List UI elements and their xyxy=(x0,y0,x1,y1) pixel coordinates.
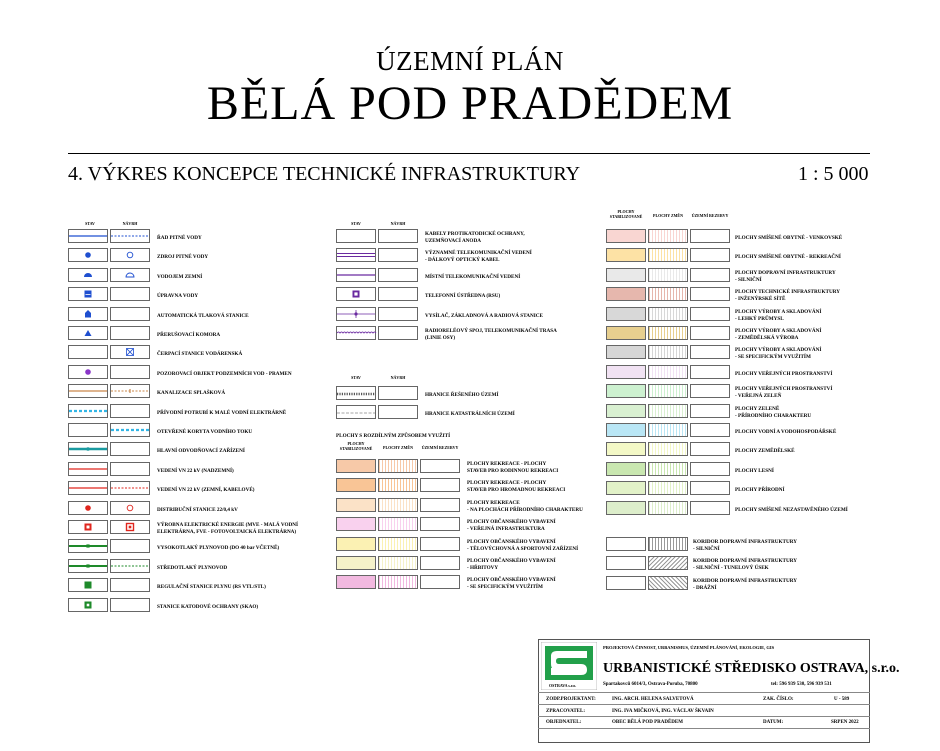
zprac-value: ING. IVA MIČKOVÁ, ING. VÁCLAV ŠKVAIN xyxy=(612,709,714,714)
legend-stav-symbol xyxy=(68,423,108,437)
area-zmen-swatch xyxy=(378,498,418,512)
legend-item-label: ELEKTRÁRNA, FVE - FOTOVOLTAICKÁ ELEKTRÁRNA) xyxy=(157,529,297,535)
legend-stav-symbol xyxy=(68,578,108,592)
legend-navrh-symbol xyxy=(110,423,150,437)
area-zmen-swatch xyxy=(648,326,688,340)
legend-navrh-symbol xyxy=(110,598,150,612)
corridor-navrh-swatch xyxy=(648,576,688,590)
obj-value: OBEC BĚLÁ POD PRADĚDEM xyxy=(612,720,683,725)
datum-value: SRPEN 2022 xyxy=(831,720,859,725)
legend-item-label: VÝZNAMNÉ TELEKOMUNIKAČNÍ VEDENÍ xyxy=(425,250,532,257)
legend-stav-symbol-icon xyxy=(69,579,107,591)
area-stabil-swatch xyxy=(606,229,646,243)
legend-item-label: PŘERUŠOVACÍ KOMORA xyxy=(157,332,221,338)
legend-navrh-symbol-icon xyxy=(111,521,149,533)
area-rezerva-swatch xyxy=(690,384,730,398)
area-label: PLOCHY DOPRAVNÍ INFRASTRUKTURY xyxy=(735,269,836,276)
boundary-label: HRANICE KATASTRÁLNÍCH ÚZEMÍ xyxy=(425,411,515,418)
area-rezerva-swatch xyxy=(690,442,730,456)
legend-stav-symbol-icon xyxy=(337,288,375,300)
header-uzemni-rezervy-mid: ÚZEMNÍ REZERVY xyxy=(421,445,459,450)
legend-stav-symbol-icon xyxy=(69,405,107,417)
area-label: PLOCHY LESNÍ xyxy=(735,467,774,474)
legend-stav-symbol xyxy=(68,539,108,553)
legend-item-label: VYSÍLAČ, ZÁKLADNOVÁ A RADIOVÁ STANICE xyxy=(425,312,543,319)
area-zmen-swatch xyxy=(648,287,688,301)
corridor-stav-swatch xyxy=(606,576,646,590)
area-rezerva-swatch xyxy=(690,404,730,418)
area-rezerva-swatch xyxy=(690,462,730,476)
legend-navrh-symbol xyxy=(110,345,150,359)
legend-navrh-symbol-icon xyxy=(111,482,149,494)
legend-stav-symbol-icon xyxy=(69,288,107,300)
legend-item-label: PŘÍVODNÍ POTRUBÍ K MALÉ VODNÍ ELEKTRÁRNĚ xyxy=(157,409,287,416)
legend-stav-symbol xyxy=(68,598,108,612)
area-label: - VEŘEJNÁ ZELEŇ xyxy=(735,393,782,400)
area-label: STAVEB PRO HROMADNOU REKREACI xyxy=(467,487,566,494)
area-stabil-swatch xyxy=(336,517,376,531)
area-stabil-swatch xyxy=(606,423,646,437)
area-stabil-swatch xyxy=(606,307,646,321)
area-rezerva-swatch xyxy=(420,556,460,570)
area-zmen-swatch xyxy=(378,517,418,531)
legend-navrh-symbol xyxy=(110,384,150,398)
area-label: PLOCHY SMÍŠENÉ OBYTNÉ - REKREAČNÍ xyxy=(735,254,841,261)
legend-stav-symbol xyxy=(68,520,108,534)
area-label: PLOCHY VEŘEJNÝCH PROSTRANSTVÍ xyxy=(735,386,833,393)
footer-row-line xyxy=(538,728,870,729)
area-label: PLOCHY VÝROBY A SKLADOVÁNÍ xyxy=(735,308,822,315)
legend-item-label: ŘAD PITNÉ VODY xyxy=(157,235,202,241)
legend-item-label: HLAVNÍ ODVODŇOVACÍ ZAŘÍZENÍ xyxy=(157,448,245,455)
legend-stav-symbol-icon xyxy=(69,502,107,514)
area-label: - SE SPECIFICKÝM VYUŽITÍM xyxy=(735,354,811,361)
legend-item-label: TELEFONNÍ ÚSTŘEDNA (RSU) xyxy=(425,293,501,300)
legend-item-label: KABELY PROTIKATODICKÉ OCHRANY, xyxy=(425,231,525,237)
area-zmen-swatch xyxy=(648,229,688,243)
legend-stav-symbol xyxy=(68,365,108,379)
legend-item-label: AUTOMATICKÁ TLAKOVÁ STANICE xyxy=(157,312,249,319)
legend-stav-symbol-icon xyxy=(69,443,107,455)
company-activities: PROJEKTOVÁ ČINNOST, URBANISMUS, ÚZEMNÍ PLÁNOVÁNÍ, EKOLOGIE, GIS xyxy=(603,645,775,650)
company-phone: tel: 596 939 530, 596 939 531 xyxy=(771,682,832,687)
legend-navrh-symbol xyxy=(110,481,150,495)
legend-navrh-symbol xyxy=(110,365,150,379)
legend-navrh-symbol-icon xyxy=(111,424,149,436)
legend-navrh-symbol-icon xyxy=(111,249,149,261)
area-rezerva-swatch xyxy=(690,229,730,243)
legend-item-label: DISTRIBUČNÍ STANICE 22/0,4 kV xyxy=(157,506,238,513)
legend-item-label: (LINIE OSY) xyxy=(425,335,456,341)
area-stabil-swatch xyxy=(606,345,646,359)
area-rezerva-swatch xyxy=(690,287,730,301)
header-stav-boundary: STAV xyxy=(351,375,361,380)
legend-item-label: VEDENÍ VN 22 kV (ZEMNÍ, KABELOVÉ) xyxy=(157,487,255,494)
legend-stav-symbol xyxy=(68,229,108,243)
legend-item-label: STANICE KATODOVÉ OCHRANY (SKAO) xyxy=(157,603,259,610)
legend-stav-symbol-icon xyxy=(69,366,107,378)
legend-item-label: RADIORELÉOVÝ SPOJ, TELEKOMUNIKAČNÍ TRASA xyxy=(425,328,557,334)
boundary-label: HRANICE ŘEŠENÉHO ÚZEMÍ xyxy=(425,392,499,398)
legend-item-label: POZOROVACÍ OBJEKT PODZEMNÍCH VOD - PRAMEN xyxy=(157,370,292,377)
header-navrh-mid: NÁVRH xyxy=(390,221,406,226)
legend-navrh-symbol xyxy=(110,559,150,573)
area-rezerva-swatch xyxy=(690,326,730,340)
legend-navrh-symbol-icon xyxy=(111,269,149,281)
area-label: PLOCHY REKREACE xyxy=(467,499,520,506)
legend-stav-symbol xyxy=(68,248,108,262)
header-plochy-zmen: PLOCHY ZMĚN xyxy=(653,213,683,218)
company-name: URBANISTICKÉ STŘEDISKO OSTRAVA, s.r.o. xyxy=(603,661,900,676)
area-rezerva-swatch xyxy=(420,537,460,551)
area-zmen-swatch xyxy=(648,307,688,321)
legend-navrh-symbol xyxy=(110,326,150,340)
legend-navrh-symbol-icon xyxy=(111,346,149,358)
boundary-stav-symbol-icon xyxy=(337,388,375,400)
boundary-stav-symbol-icon xyxy=(337,407,375,419)
legend-navrh-symbol xyxy=(110,404,150,418)
area-stabil-swatch xyxy=(606,248,646,262)
legend-stav-symbol-icon xyxy=(69,599,107,611)
area-stabil-swatch xyxy=(336,537,376,551)
area-label: PLOCHY ZEMĚDĚLSKÉ xyxy=(735,448,795,455)
area-rezerva-swatch xyxy=(690,365,730,379)
legend-stav-symbol-icon xyxy=(69,540,107,552)
legend-item-label: UZEMŇOVACÍ ANODA xyxy=(425,238,481,244)
area-stabil-swatch xyxy=(606,501,646,515)
area-label: PLOCHY VÝROBY A SKLADOVÁNÍ xyxy=(735,328,822,334)
area-rezerva-swatch xyxy=(420,459,460,473)
area-zmen-swatch xyxy=(648,345,688,359)
area-label: PLOCHY SMÍŠENÉ NEZASTAVĚNÉHO ÚZEMÍ xyxy=(735,506,848,513)
area-label: - INŽENÝRSKÉ SÍTĚ xyxy=(735,296,786,303)
area-rezerva-swatch xyxy=(420,498,460,512)
legend-stav-symbol xyxy=(68,559,108,573)
legend-stav-symbol-icon xyxy=(337,269,375,281)
area-label: PLOCHY REKREACE - PLOCHY xyxy=(467,480,547,487)
zprac-label: ZPRACOVATEL: xyxy=(546,709,585,714)
boundary-stav-symbol xyxy=(336,386,376,400)
legend-item-label: VODOJEM ZEMNÍ xyxy=(157,273,203,280)
legend-navrh-symbol-icon xyxy=(111,502,149,514)
area-label: PLOCHY SMÍŠENÉ OBYTNÉ - VENKOVSKÉ xyxy=(735,235,843,241)
area-zmen-swatch xyxy=(648,423,688,437)
area-label: PLOCHY VEŘEJNÝCH PROSTRANSTVÍ xyxy=(735,370,833,377)
area-zmen-swatch xyxy=(378,556,418,570)
legend-stav-symbol xyxy=(68,462,108,476)
area-rezerva-swatch xyxy=(690,501,730,515)
legend-stav-symbol xyxy=(68,345,108,359)
legend-stav-symbol xyxy=(68,307,108,321)
header-navrh-left: NÁVRH xyxy=(122,221,138,226)
legend-item-label: ZDROJ PITNÉ VODY xyxy=(157,254,209,261)
area-label: - SE SPECIFICKÝM VYUŽITÍM xyxy=(467,584,543,591)
legend-stav-symbol-icon xyxy=(69,385,107,397)
area-stabil-swatch xyxy=(336,459,376,473)
legend-stav-symbol-icon xyxy=(337,249,375,261)
legend-navrh-symbol xyxy=(378,287,418,301)
corridor-label: KORIDOR DOPRAVNÍ INFRASTRUKTURY xyxy=(693,539,798,545)
area-label: STAVEB PRO RODINNOU REKREACI xyxy=(467,468,559,474)
legend-stav-symbol xyxy=(336,229,376,243)
boundary-stav-symbol xyxy=(336,405,376,419)
header-stav-mid: STAV xyxy=(351,221,361,226)
area-label: PLOCHY VODNÍ A VODOHOSPODÁŘSKÉ xyxy=(735,429,837,435)
zak-label: ZAK. ČÍSLO: xyxy=(763,697,794,702)
legend-navrh-symbol xyxy=(110,539,150,553)
legend-navrh-symbol xyxy=(378,248,418,262)
areas-section-title: PLOCHY S ROZDÍLNÝM ZPŮSOBEM VYUŽITÍ xyxy=(336,433,451,439)
legend-item-label: MÍSTNÍ TELEKOMUNIKAČNÍ VEDENÍ xyxy=(425,273,521,280)
legend-navrh-symbol xyxy=(110,287,150,301)
legend-navrh-symbol xyxy=(110,307,150,321)
area-stabil-swatch xyxy=(606,384,646,398)
area-label: PLOCHY PŘÍRODNÍ xyxy=(735,487,785,494)
area-zmen-swatch xyxy=(378,537,418,551)
zak-value: U - 589 xyxy=(834,697,850,702)
legend-stav-symbol-icon xyxy=(69,249,107,261)
corridor-navrh-swatch xyxy=(648,556,688,570)
footer-row-line xyxy=(538,716,870,717)
legend-stav-symbol xyxy=(336,307,376,321)
datum-label: DATUM: xyxy=(763,720,784,725)
legend-navrh-symbol-icon xyxy=(111,385,149,397)
obj-label: OBJEDNATEL: xyxy=(546,720,582,725)
area-zmen-swatch xyxy=(378,478,418,492)
legend-navrh-symbol xyxy=(110,442,150,456)
municipality-title: BĚLÁ POD PRADĚDEM xyxy=(206,77,734,130)
area-zmen-swatch xyxy=(648,268,688,282)
area-zmen-swatch xyxy=(648,248,688,262)
zodp-value: ING. ARCH. HELENA SALVETOVÁ xyxy=(612,697,694,702)
logo-caption: OSTRAVA s.r.o. xyxy=(549,683,577,688)
area-stabil-swatch xyxy=(336,498,376,512)
header-plochy-zmen-mid: PLOCHY ZMĚN xyxy=(383,445,413,450)
corridor-stav-swatch xyxy=(606,556,646,570)
boundary-navrh-symbol xyxy=(378,405,418,419)
area-label: - NA PLOCHÁCH PŘÍRODNÍHO CHARAKTERU xyxy=(467,506,583,513)
area-rezerva-swatch xyxy=(690,268,730,282)
area-label: PLOCHY ZELENĚ xyxy=(735,405,780,412)
zodp-label: ZODP.PROJEKTANT: xyxy=(546,697,596,702)
area-zmen-swatch xyxy=(648,442,688,456)
area-rezerva-swatch xyxy=(420,517,460,531)
legend-item-label: VYSOKOTLAKÝ PLYNOVOD (DO 40 bar VČETNĚ) xyxy=(157,545,280,552)
area-label: - SILNIČNÍ xyxy=(735,276,762,283)
area-rezerva-swatch xyxy=(690,307,730,321)
area-zmen-swatch xyxy=(648,384,688,398)
legend-stav-symbol xyxy=(68,326,108,340)
corridor-label: KORIDOR DOPRAVNÍ INFRASTRUKTURY xyxy=(693,577,798,584)
legend-navrh-symbol xyxy=(110,520,150,534)
area-stabil-swatch xyxy=(606,404,646,418)
area-label: - HŘBITOVY xyxy=(467,565,499,571)
legend-stav-symbol-icon xyxy=(69,269,107,281)
legend-item-label: STŘEDOTLAKÝ PLYNOVOD xyxy=(157,564,228,571)
legend-stav-symbol-icon xyxy=(69,482,107,494)
legend-navrh-symbol xyxy=(378,229,418,243)
footer-row-line xyxy=(538,704,870,705)
area-zmen-swatch xyxy=(378,459,418,473)
area-label: PLOCHY OBČANSKÉHO VYBAVENÍ xyxy=(467,538,556,545)
area-stabil-swatch xyxy=(606,287,646,301)
footer-row-line xyxy=(538,692,870,693)
header-uzemni-rezervy: ÚZEMNÍ REZERVY xyxy=(691,213,729,218)
legend-stav-symbol-icon xyxy=(69,308,107,320)
area-label: PLOCHY OBČANSKÉHO VYBAVENÍ xyxy=(467,577,556,584)
area-zmen-swatch xyxy=(648,365,688,379)
legend-navrh-symbol xyxy=(378,326,418,340)
area-zmen-swatch xyxy=(648,462,688,476)
legend-stav-symbol-icon xyxy=(69,463,107,475)
area-label: PLOCHY TECHNICKÉ INFRASTRUKTURY xyxy=(735,289,841,296)
legend-item-label: VEDENÍ VN 22 kV (NADZEMNÍ) xyxy=(157,467,234,474)
legend-navrh-symbol xyxy=(110,501,150,515)
company-address: Spartakovců 6014/3, Ostrava-Poruba, 70800 xyxy=(603,682,698,687)
legend-navrh-symbol xyxy=(378,268,418,282)
legend-navrh-symbol-icon xyxy=(111,230,149,242)
legend-stav-symbol-icon xyxy=(69,521,107,533)
legend-stav-symbol xyxy=(336,268,376,282)
area-label: PLOCHY OBČANSKÉHO VYBAVENÍ xyxy=(467,558,556,564)
legend-stav-symbol xyxy=(336,287,376,301)
area-label: - TĚLOVÝCHOVNÁ A SPORTOVNÍ ZAŘÍZENÍ xyxy=(467,545,579,552)
legend-item-label: KANALIZACE SPLAŠKOVÁ xyxy=(157,390,226,397)
legend-stav-symbol xyxy=(336,248,376,262)
area-stabil-swatch xyxy=(606,365,646,379)
plan-title: ÚZEMNÍ PLÁN xyxy=(376,46,564,76)
area-zmen-swatch xyxy=(648,501,688,515)
area-stabil-swatch xyxy=(336,556,376,570)
area-stabil-swatch xyxy=(606,462,646,476)
corridor-navrh-swatch xyxy=(648,537,688,551)
corridor-label: - SILNIČNÍ xyxy=(693,546,720,552)
legend-navrh-symbol-icon xyxy=(111,560,149,572)
legend-stav-symbol xyxy=(68,287,108,301)
legend-stav-symbol xyxy=(68,501,108,515)
corridor-label: - SILNIČNÍ - TUNELOVÝ ÚSEK xyxy=(693,565,769,572)
area-stabil-swatch xyxy=(606,326,646,340)
legend-navrh-symbol xyxy=(110,229,150,243)
area-rezerva-swatch xyxy=(690,248,730,262)
area-label: - LEHKÝ PRŮMYSL xyxy=(735,315,784,322)
title-divider xyxy=(68,153,870,154)
legend-navrh-symbol xyxy=(110,462,150,476)
legend-item-label: VÝROBNA ELEKTRICKÉ ENERGIE (MVE - MALÁ VODNÍ xyxy=(157,522,299,528)
legend-stav-symbol-icon xyxy=(69,230,107,242)
corridor-stav-swatch xyxy=(606,537,646,551)
boundary-navrh-symbol xyxy=(378,386,418,400)
legend-navrh-symbol xyxy=(110,248,150,262)
area-stabil-swatch xyxy=(336,575,376,589)
area-stabil-swatch xyxy=(336,478,376,492)
legend-stav-symbol xyxy=(336,326,376,340)
legend-stav-symbol-icon xyxy=(337,327,375,339)
drawing-scale: 1 : 5 000 xyxy=(798,163,869,185)
area-zmen-swatch xyxy=(648,404,688,418)
legend-navrh-symbol xyxy=(110,578,150,592)
area-zmen-swatch xyxy=(378,575,418,589)
drawing-subtitle: 4. VÝKRES KONCEPCE TECHNICKÉ INFRASTRUKTURY xyxy=(68,163,581,185)
area-rezerva-swatch xyxy=(420,478,460,492)
header-stav-left: STAV xyxy=(85,221,95,226)
area-label: PLOCHY REKREACE - PLOCHY xyxy=(467,461,547,467)
area-stabil-swatch xyxy=(606,481,646,495)
legend-stav-symbol xyxy=(68,481,108,495)
area-label: PLOCHY OBČANSKÉHO VYBAVENÍ xyxy=(467,519,556,526)
header-navrh-boundary: NÁVRH xyxy=(390,375,406,380)
area-label: - VEŘEJNÁ INFRASTRUKTURA xyxy=(467,526,545,533)
header-plochy-stab: PLOCHY STABILIZOVANÉ xyxy=(609,209,643,219)
legend-stav-symbol-icon xyxy=(69,327,107,339)
legend-navrh-symbol xyxy=(110,268,150,282)
legend-navrh-symbol xyxy=(378,307,418,321)
area-stabil-swatch xyxy=(606,268,646,282)
area-label: - ZEMĚDĚLSKÁ VÝROBA xyxy=(735,335,799,341)
area-rezerva-swatch xyxy=(690,481,730,495)
area-label: - PŘÍRODNÍHO CHARAKTERU xyxy=(735,412,812,419)
legend-item-label: REGULAČNÍ STANICE PLYNU (RS VTL/STL) xyxy=(157,584,266,591)
legend-stav-symbol-icon xyxy=(69,560,107,572)
corridor-label: - DRÁŽNÍ xyxy=(693,584,717,591)
legend-stav-symbol xyxy=(68,442,108,456)
legend-stav-symbol-icon xyxy=(337,308,375,320)
header-plochy-stab-mid: PLOCHY STABILIZOVANÉ xyxy=(339,441,373,451)
legend-stav-symbol xyxy=(68,404,108,418)
legend-stav-symbol xyxy=(68,268,108,282)
area-rezerva-swatch xyxy=(690,345,730,359)
area-stabil-swatch xyxy=(606,442,646,456)
corridor-label: KORIDOR DOPRAVNÍ INFRASTRUKTURY xyxy=(693,558,798,565)
legend-stav-symbol xyxy=(68,384,108,398)
legend-item-label: ČERPACÍ STANICE VODÁRENSKÁ xyxy=(157,351,243,358)
area-rezerva-swatch xyxy=(420,575,460,589)
legend-item-label: ÚPRAVNA VODY xyxy=(157,293,199,300)
legend-item-label: - DÁLKOVÝ OPTICKÝ KABEL xyxy=(425,257,500,264)
area-rezerva-swatch xyxy=(690,423,730,437)
legend-item-label: OTEVŘENÉ KORYTA VODNÍHO TOKU xyxy=(157,429,253,435)
area-zmen-swatch xyxy=(648,481,688,495)
area-label: PLOCHY VÝROBY A SKLADOVÁNÍ xyxy=(735,347,822,354)
